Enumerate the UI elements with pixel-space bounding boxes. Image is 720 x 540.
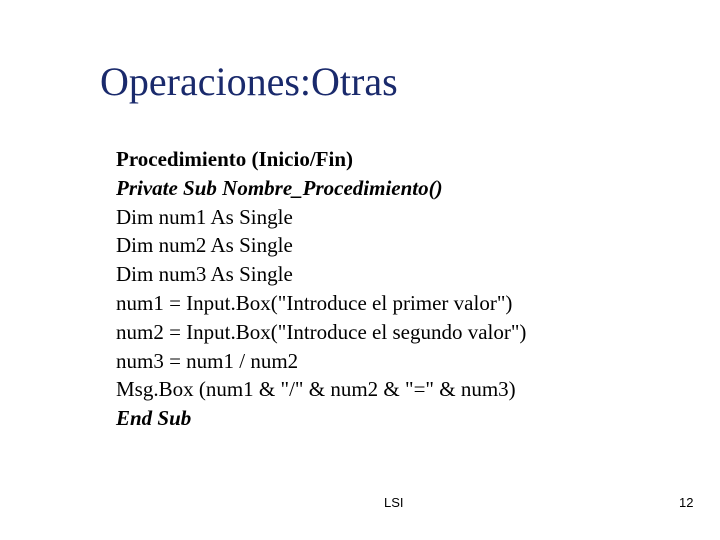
page-number: 12 [679, 495, 694, 510]
footer-text: LSI [384, 495, 404, 510]
slide-title: Operaciones:Otras [100, 59, 398, 104]
code-line: Dim num3 As Single [116, 262, 293, 287]
code-line: Dim num1 As Single [116, 204, 293, 229]
code-line: Msg.Box (num1 & "/" & num2 & "=" & num3) [116, 377, 516, 402]
code-line: num3 = num1 / num2 [116, 348, 299, 373]
code-line: Procedimiento (Inicio/Fin) [116, 147, 353, 171]
code-line: Private Sub Nombre_Procedimiento() [116, 175, 443, 200]
code-block [116, 145, 526, 433]
code-line: End Sub [116, 406, 192, 431]
code-line: num1 = Input.Box("Introduce el primer valor") [116, 290, 513, 315]
code-line: Dim num2 As Single [116, 233, 293, 258]
code-line: num2 = Input.Box("Introduce el segundo valor") [116, 319, 527, 344]
